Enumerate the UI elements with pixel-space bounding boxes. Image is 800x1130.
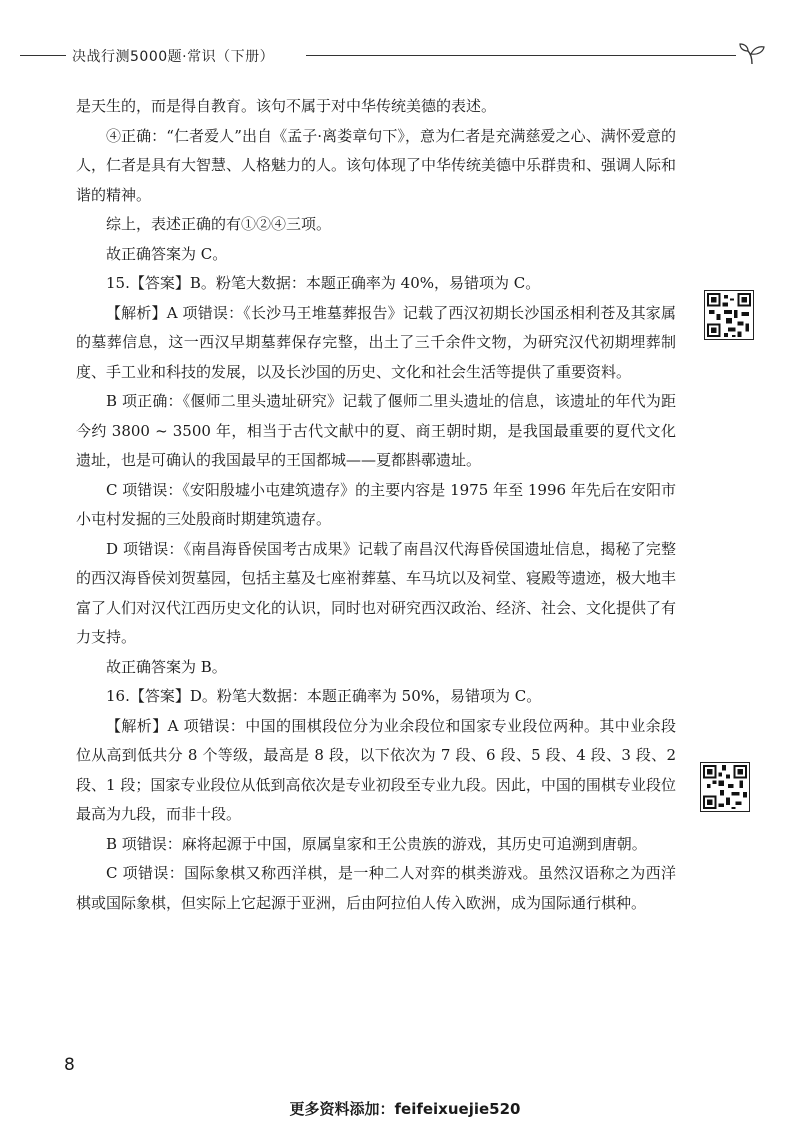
- header-title: 决战行测5000题·常识（下册）: [72, 49, 275, 65]
- answer-heading-15: 15.【答案】B。粉笔大数据：本题正确率为 40%，易错项为 C。: [106, 274, 541, 292]
- paragraph: 综上，表述正确的有①②④三项。: [106, 215, 332, 233]
- page-number: 8: [64, 1055, 75, 1075]
- paragraph: 是天生的，而是得自教育。该句不属于对中华传统美德的表述。: [76, 97, 497, 115]
- paragraph: 【解析】A 项错误：中国的围棋段位分为业余段位和国家专业段位两种。其中业余段位从高到低共分 8 个等级，最高是 8 段，以下依次为 7 段、6 段、5 段、4 段、3 段、2 段、1 段；国家专业段位从低到高依次是专业初段至专业九段。因此，中国的围棋专业段位最高为九段，而非十段。: [76, 716, 676, 823]
- footer-note: 更多资料添加：feifeixuejie520: [289, 1100, 521, 1118]
- qr-code-icon[interactable]: [700, 762, 750, 812]
- paragraph: 故正确答案为 B。: [106, 657, 227, 676]
- paragraph: C 项错误：国际象棋又称西洋棋，是一种二人对弈的棋类游戏。虽然汉语称之为西洋棋或国际象棋，但实际上它起源于亚洲，后由阿拉伯人传入欧洲，成为国际通行棋种。: [76, 864, 676, 912]
- header-rule-left: [20, 55, 66, 56]
- paragraph: 【解析】A 项错误：《长沙马王堆墓葬报告》记载了西汉初期长沙国丞相利苍及其家属的墓葬信息，这一西汉早期墓葬保存完整，出土了三千余件文物，为研究汉代初期埋葬制度、手工业和科技的发展，以及长沙国的历史、文化和社会生活等提供了重要资料。: [76, 303, 676, 381]
- running-header: [20, 42, 770, 70]
- sprout-icon: [738, 42, 766, 66]
- qr-code-icon[interactable]: [704, 290, 754, 340]
- paragraph: 故正确答案为 C。: [106, 244, 228, 263]
- header-rule-right: [306, 55, 736, 56]
- paragraph: ④正确：“仁者爱人”出自《孟子·离娄章句下》，意为仁者是充满慈爱之心、满怀爱意的人，仁者是具有大智慧、人格魅力的人。该句体现了中华传统美德中乐群贵和、强调人际和谐的精神。: [76, 126, 677, 204]
- paragraph: C 项错误：《安阳殷墟小屯建筑遗存》的主要内容是 1975 年至 1996 年先后在安阳市小屯村发掘的三处殷商时期建筑遗存。: [76, 480, 676, 528]
- paragraph: B 项错误：麻将起源于中国，原属皇家和王公贵族的游戏，其历史可追溯到唐朝。: [106, 834, 647, 853]
- paragraph: B 项正确：《偃师二里头遗址研究》记载了偃师二里头遗址的信息，该遗址的年代为距今约 3800 ~ 3500 年，相当于古代文献中的夏、商王朝时期，是我国最重要的夏代文化遗址，也是可确认的我国最早的王国都城——夏都斟鄩遗址。: [76, 392, 676, 469]
- answer-heading-16: 16.【答案】D。粉笔大数据：本题正确率为 50%，易错项为 C。: [106, 687, 542, 705]
- paragraph: D 项错误：《南昌海昏侯国考古成果》记载了南昌汉代海昏侯国遗址信息，揭秘了完整的西汉海昏侯刘贺墓园，包括主墓及七座祔葬墓、车马坑以及祠堂、寝殿等遗迹，极大地丰富了人们对汉代江西历史文化的认识，同时也对研究西汉政治、经济、社会、文化提供了有力支持。: [76, 539, 677, 646]
- page-body: [76, 92, 676, 918]
